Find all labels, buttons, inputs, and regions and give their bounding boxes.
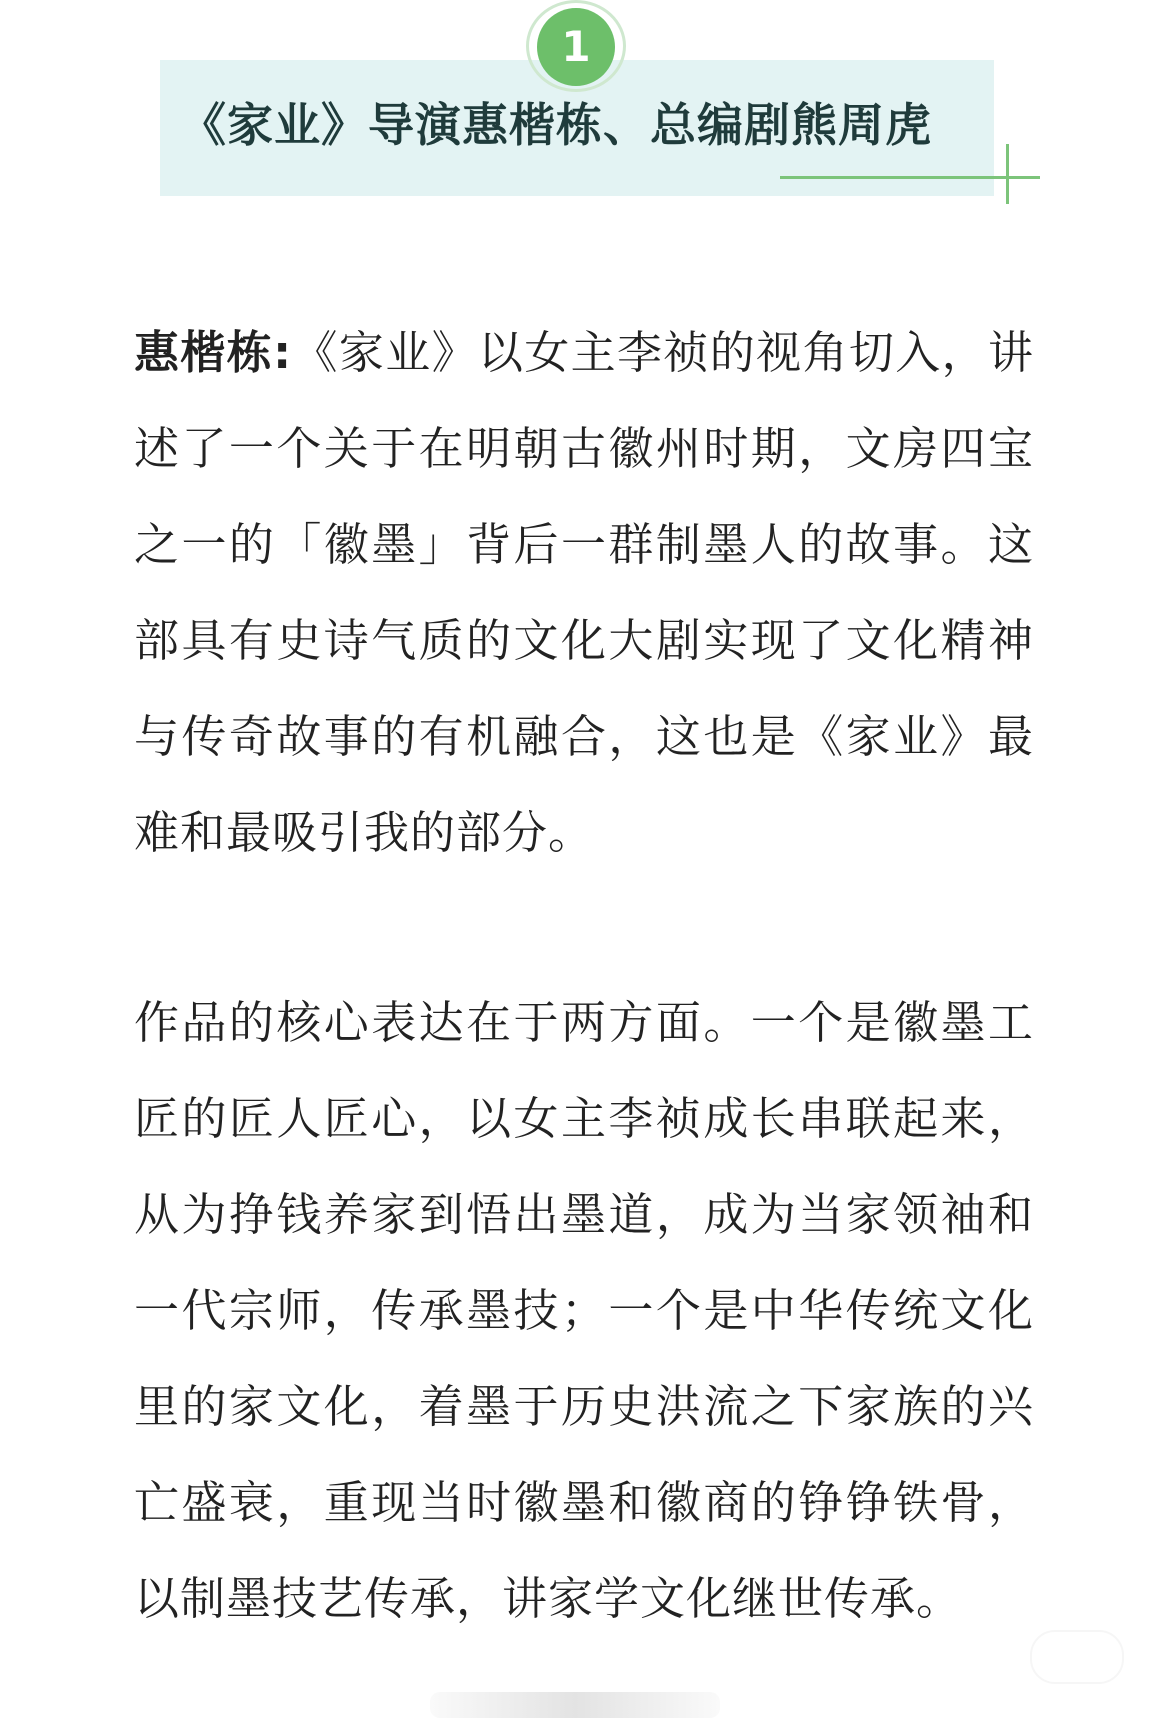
paragraph-first-text: 《家业》以女主李祯的视角切入，讲述了一个关于在明朝古徽州时期，文房四宝之一的「徽墨」背后一群制墨人的故事。这部具有史诗气质的文化大剧实现了文化精神与传奇故事的有机融合，这也是《家业》最难和最吸引我的部分。 xyxy=(134,326,1034,859)
watermark-icon xyxy=(1030,1630,1124,1684)
decorative-vertical-line xyxy=(1006,144,1009,204)
section-number-badge: 1 xyxy=(537,8,615,86)
paragraph-first xyxy=(134,305,1034,881)
paragraph-second: 作品的核心表达在于两方面。一个是徽墨工匠的匠人匠心，以女主李祯成长串联起来，从为挣钱养家到悟出墨道，成为当家领袖和一代宗师，传承墨技；一个是中华传统文化里的家文化，着墨于历史洪流之下家族的兴亡盛衰，重现当时徽墨和徽商的铮铮铁骨，以制墨技艺传承，讲家学文化继世传承。 xyxy=(134,996,1034,1625)
decorative-horizontal-line xyxy=(780,176,1040,179)
speaker-name: 惠楷栋: xyxy=(134,326,293,379)
section-title: 《家业》导演惠楷栋、总编剧熊周虎 xyxy=(180,98,932,152)
footer-fade-overlay xyxy=(430,1692,720,1718)
